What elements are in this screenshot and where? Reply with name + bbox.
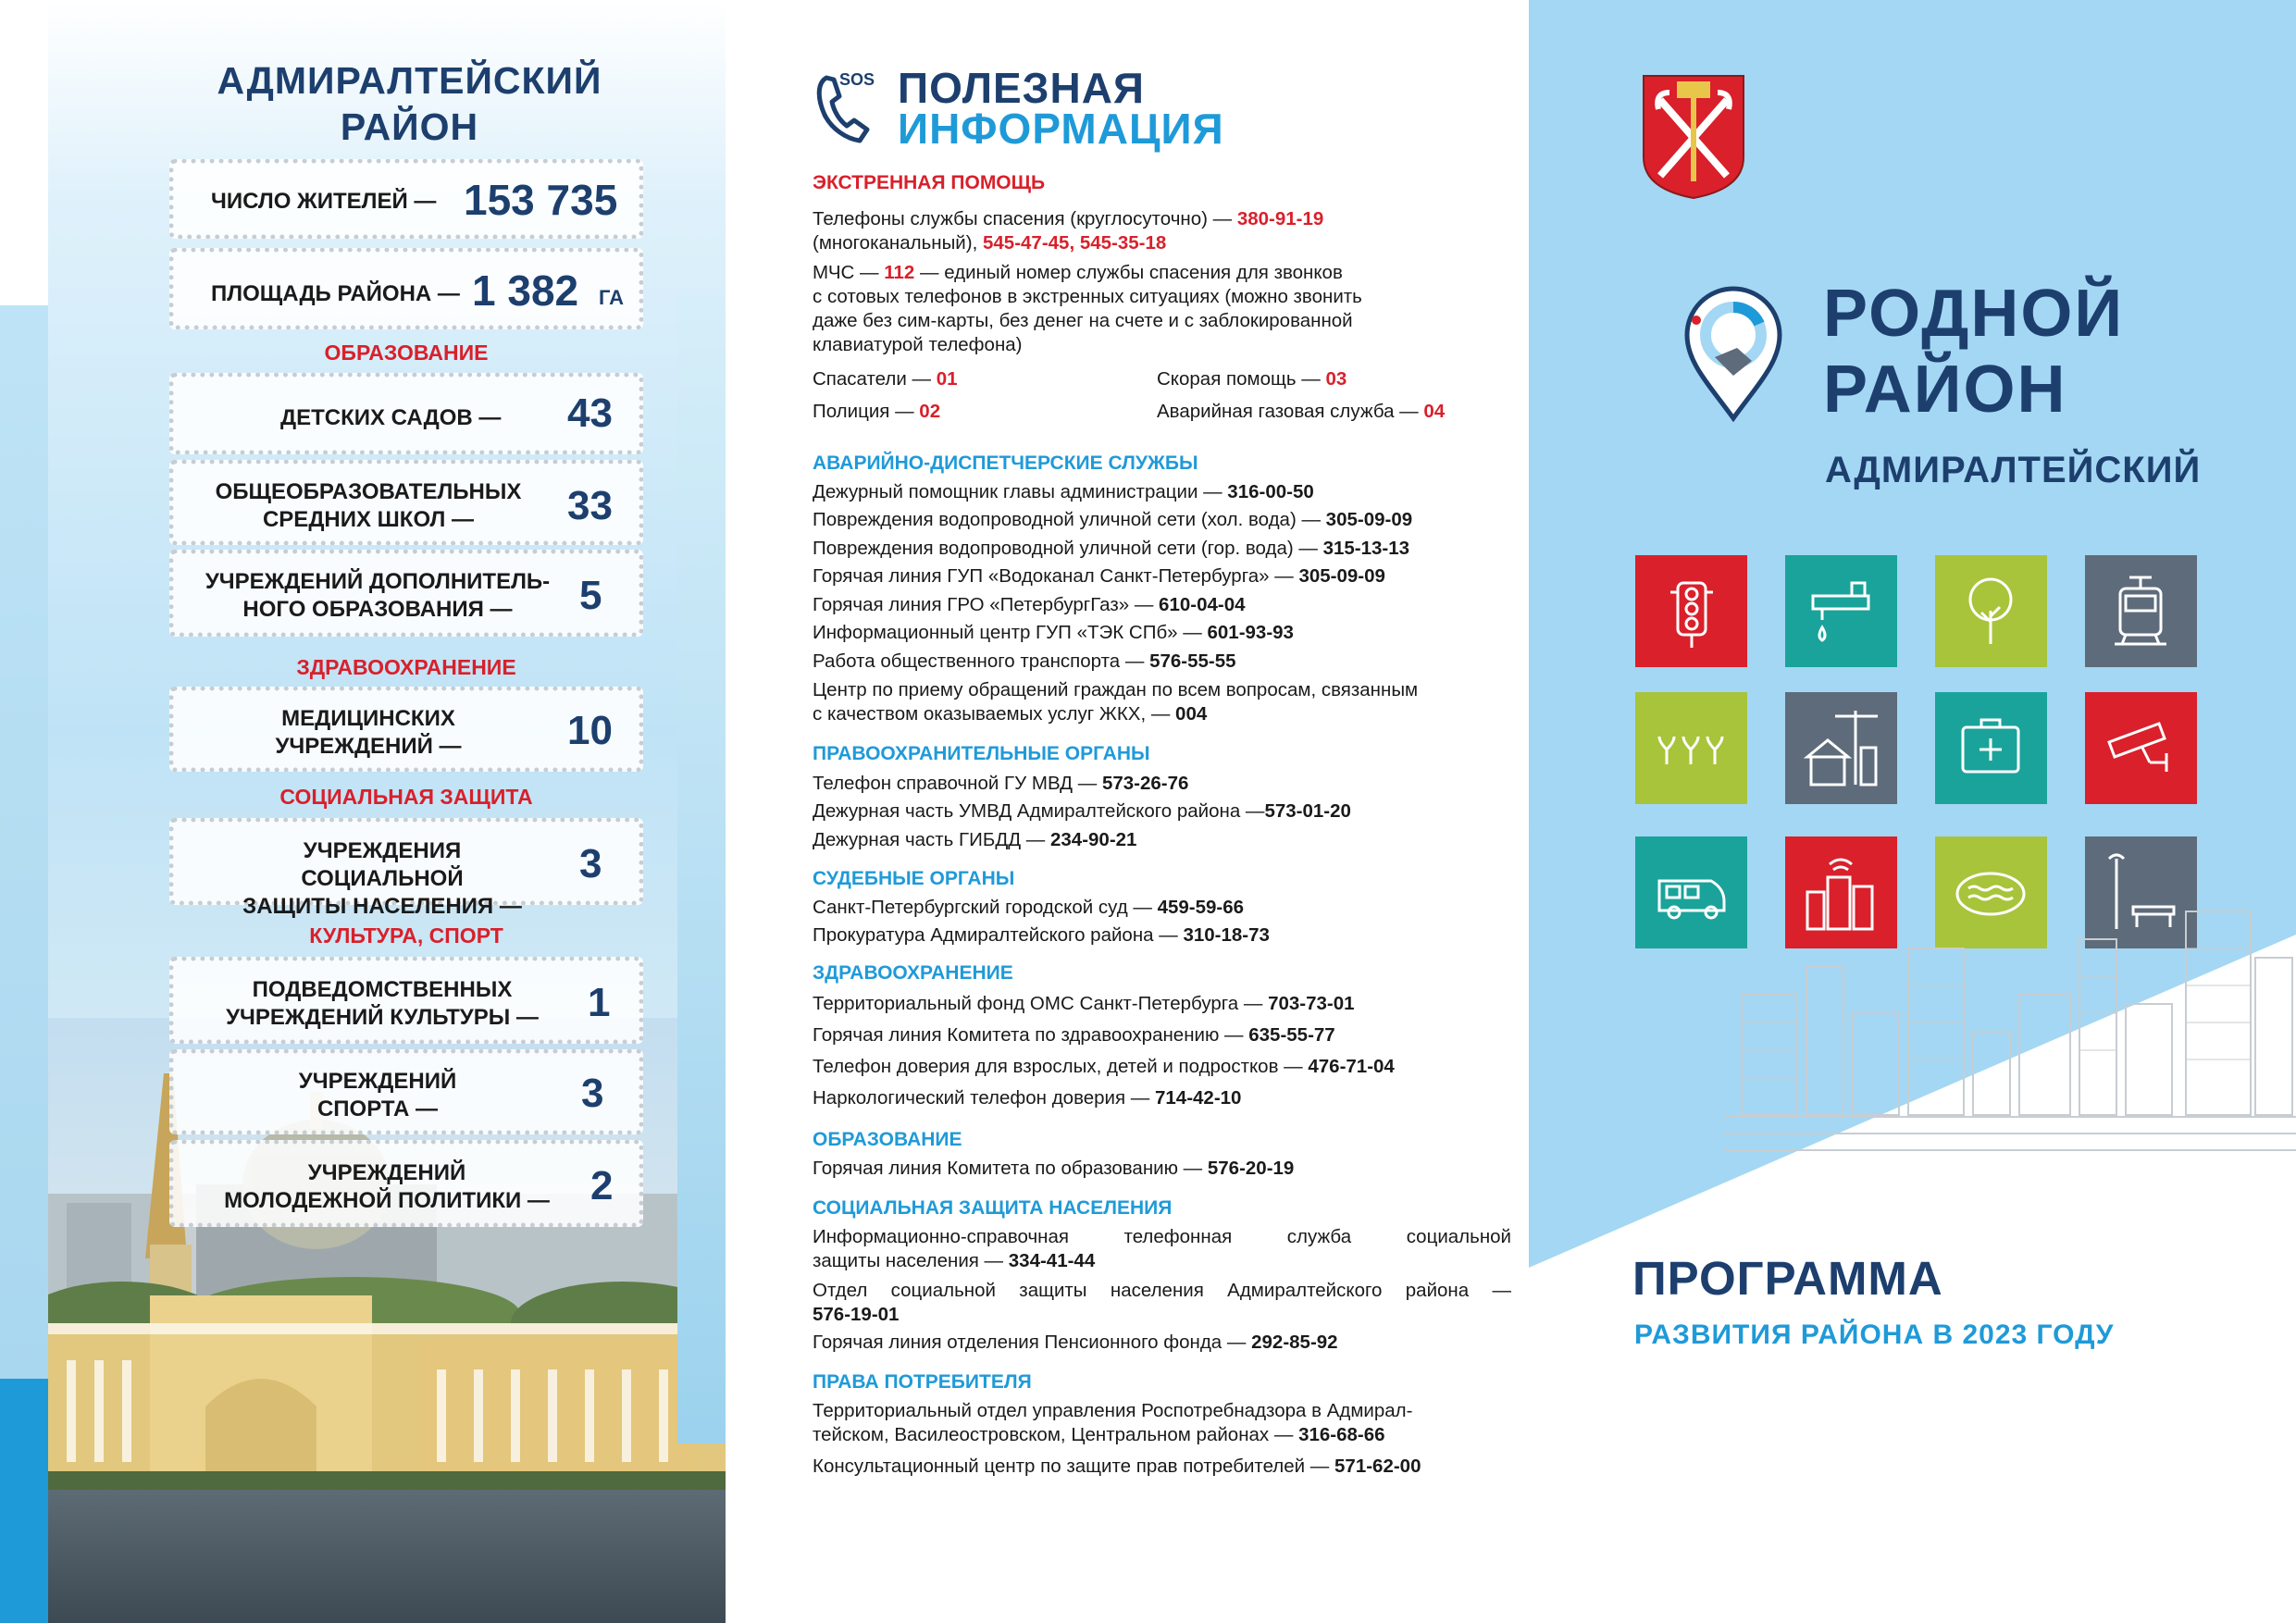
section-heading: ЗДРАВООХРАНЕНИЕ xyxy=(813,962,1013,984)
cover-subtitle: АДМИРАЛТЕЙСКИЙ xyxy=(1825,450,2202,490)
section-heading: ПРАВА ПОТРЕБИТЕЛЯ xyxy=(813,1371,1032,1393)
info-line: Дежурный помощник главы администрации — 316-00-50 xyxy=(813,481,1314,502)
tree-icon xyxy=(1935,555,2047,667)
stat-value: 3 xyxy=(581,1071,604,1116)
district-title: АДМИРАЛТЕЙСКИЙ РАЙОН xyxy=(217,59,602,148)
info-line: Телефон справочной ГУ МВД — 573-26-76 xyxy=(813,773,1189,794)
decor-stripe xyxy=(0,305,48,1379)
coat-of-arms-icon xyxy=(1640,72,1747,200)
stat-card xyxy=(169,373,643,454)
info-line: Территориальный фонд ОМС Санкт-Петербурга — 703-73-01 xyxy=(813,993,1355,1014)
stat-value: 153 735 xyxy=(464,176,618,224)
sprouts-icon xyxy=(1635,692,1747,804)
section-heading: СОЦИАЛЬНАЯ ЗАЩИТА xyxy=(279,785,533,809)
stat-label: УЧРЕЖДЕНИЯ СОЦИАЛЬНОЙ ЗАЩИТЫ НАСЕЛЕНИЯ — xyxy=(242,838,522,919)
info-line: Дежурная часть ГИБДД — 234-90-21 xyxy=(813,829,1137,850)
info-line: Консультационный центр по защите прав потребителей — 571-62-00 xyxy=(813,1456,1421,1477)
stat-value: 1 xyxy=(588,980,611,1025)
stat-value: 3 xyxy=(579,841,602,886)
location-pin-logo-icon xyxy=(1682,283,1785,422)
city-skyline-illustration xyxy=(1723,902,2296,1171)
info-line: Повреждения водопроводной уличной сети (гор. вода) — 315-13-13 xyxy=(813,538,1410,559)
info-line: Санкт-Петербургский городской суд — 459-59-66 xyxy=(813,897,1245,918)
section-heading: ЗДРАВООХРАНЕНИЕ xyxy=(296,655,516,679)
info-line: МЧС — 112 — единый номер службы спасения для звонков с сотовых телефонов в экстренных ситуациях (можно звонить даже без сим-карты, без денег на счете и с заблокированной клавиатурой телефона) xyxy=(813,262,1362,355)
stat-value: 43 xyxy=(567,390,613,436)
program-title: ПРОГРАММА xyxy=(1632,1252,1943,1305)
section-heading: СОЦИАЛЬНАЯ ЗАЩИТА НАСЕЛЕНИЯ xyxy=(813,1197,1173,1219)
first-aid-icon xyxy=(1935,692,2047,804)
info-line: Наркологический телефон доверия — 714-42-10 xyxy=(813,1087,1242,1109)
cover-title: РАЙОН xyxy=(1823,353,2067,427)
info-line: Горячая линия Комитета по здравоохранению — 635-55-77 xyxy=(813,1024,1335,1046)
info-line: Горячая линия ГУП «Водоканал Санкт-Петербурга» — 305-09-09 xyxy=(813,565,1385,587)
stat-card xyxy=(169,818,643,919)
section-heading: ЭКСТРЕННАЯ ПОМОЩЬ xyxy=(813,172,1046,193)
traffic-light-icon xyxy=(1635,555,1747,667)
stat-value: 5 xyxy=(579,573,602,618)
cover-panel xyxy=(1529,0,2296,1623)
info-line: Дежурная часть УМВД Адмиралтейского района —573-01-20 xyxy=(813,800,1351,822)
info-line: Прокуратура Адмиралтейского района — 310-18-73 xyxy=(813,924,1270,946)
useful-info-panel xyxy=(768,0,1511,1623)
stat-value: 10 xyxy=(567,708,613,753)
stat-label: ПОДВЕДОМСТВЕННЫХ УЧРЕЖДЕНИЙ КУЛЬТУРЫ — xyxy=(226,977,539,1030)
stat-label: ЧИСЛО ЖИТЕЛЕЙ — xyxy=(211,189,437,214)
stat-label: ПЛОЩАДЬ РАЙОНА — xyxy=(211,281,460,306)
info-line: Телефон доверия для взрослых, детей и подростков — 476-71-04 xyxy=(813,1056,1395,1077)
info-line: Информационно-справочная телефонная служба социальной защиты населения — 334-41-44 xyxy=(813,1226,1511,1271)
stat-value: 1 382 xyxy=(472,266,579,315)
section-heading: ОБРАЗОВАНИЕ xyxy=(324,341,489,365)
program-subtitle: РАЗВИТИЯ РАЙОНА В 2023 ГОДУ xyxy=(1634,1319,2115,1350)
stat-card xyxy=(169,460,643,545)
info-line: Полиция — 02 xyxy=(813,401,941,422)
stat-card xyxy=(169,550,643,637)
stat-card xyxy=(169,687,643,772)
info-line: Центр по приему обращений граждан по всем вопросам, связанным с качеством оказываемых услуг ЖКХ, — 004 xyxy=(813,679,1419,725)
info-title: ПОЛЕЗНАЯ xyxy=(898,64,1145,112)
info-line: Телефоны службы спасения (круглосуточно) — 380-91-19 (многоканальный), 545-47-45, 545-35-18 xyxy=(813,208,1324,254)
stat-value: 2 xyxy=(590,1163,614,1208)
phone-sos-icon xyxy=(813,65,878,146)
decor-stripe xyxy=(677,296,726,1443)
stat-unit: ГА xyxy=(599,286,624,309)
info-line: Работа общественного транспорта — 576-55-55 xyxy=(813,650,1236,672)
left-panel xyxy=(0,0,726,1623)
stat-label: ДЕТСКИХ САДОВ — xyxy=(280,405,502,430)
section-heading: КУЛЬТУРА, СПОРТ xyxy=(309,923,503,948)
cover-background xyxy=(1529,0,2296,1623)
section-heading: ПРАВООХРАНИТЕЛЬНЫЕ ОРГАНЫ xyxy=(813,743,1150,764)
info-line: Горячая линия ГРО «ПетербургГаз» — 610-04-04 xyxy=(813,594,1246,615)
water-tap-icon xyxy=(1785,555,1897,667)
info-line: Спасатели — 01 xyxy=(813,368,958,390)
decor-stripe xyxy=(0,1379,48,1623)
camera-icon xyxy=(2085,692,2197,804)
stat-card xyxy=(169,248,643,329)
stat-card xyxy=(169,159,643,239)
section-heading: АВАРИЙНО-ДИСПЕТЧЕРСКИЕ СЛУЖБЫ xyxy=(813,452,1198,474)
info-line: Информационный центр ГУП «ТЭК СПб» — 601-93-93 xyxy=(813,622,1294,643)
stat-label: УЧРЕЖДЕНИЙ ДОПОЛНИТЕЛЬ- НОГО ОБРАЗОВАНИЯ — xyxy=(205,569,551,622)
stat-label: УЧРЕЖДЕНИЙ МОЛОДЕЖНОЙ ПОЛИТИКИ — xyxy=(224,1160,550,1213)
info-line: Горячая линия отделения Пенсионного фонда — 292-85-92 xyxy=(813,1332,1338,1353)
info-line: Скорая помощь — 03 xyxy=(1157,368,1347,390)
info-line: Отдел социальной защиты населения Адмиралтейского района — 576-19-01 xyxy=(813,1280,1511,1325)
construction-icon xyxy=(1785,692,1897,804)
info-title-accent: ИНФОРМАЦИЯ xyxy=(898,105,1224,153)
info-line: Повреждения водопроводной уличной сети (хол. вода) — 305-09-09 xyxy=(813,509,1413,530)
cover-title: РОДНОЙ xyxy=(1823,277,2125,351)
stat-label: ОБЩЕОБРАЗОВАТЕЛЬНЫХ СРЕДНИХ ШКОЛ — xyxy=(215,479,522,532)
svg-text:SOS: SOS xyxy=(839,70,875,89)
section-heading: ОБРАЗОВАНИЕ xyxy=(813,1129,962,1150)
stat-card xyxy=(169,957,643,1044)
info-line: Аварийная газовая служба — 04 xyxy=(1157,401,1446,422)
stat-value: 33 xyxy=(567,483,613,528)
stat-card xyxy=(169,1049,643,1134)
info-line: Горячая линия Комитета по образованию — 576-20-19 xyxy=(813,1158,1295,1179)
stat-label: МЕДИЦИНСКИХ УЧРЕЖДЕНИЙ — xyxy=(275,706,462,759)
info-line: Территориальный отдел управления Роспотребнадзора в Адмирал- тейском, Василеостровском, Центральном районах — 316-68-66 xyxy=(813,1400,1413,1445)
stat-label: УЧРЕЖДЕНИЙ СПОРТА — xyxy=(298,1069,457,1121)
tram-icon xyxy=(2085,555,2197,667)
decor-stripe xyxy=(0,0,48,305)
stat-card xyxy=(169,1140,643,1227)
section-heading: СУДЕБНЫЕ ОРГАНЫ xyxy=(813,868,1015,889)
